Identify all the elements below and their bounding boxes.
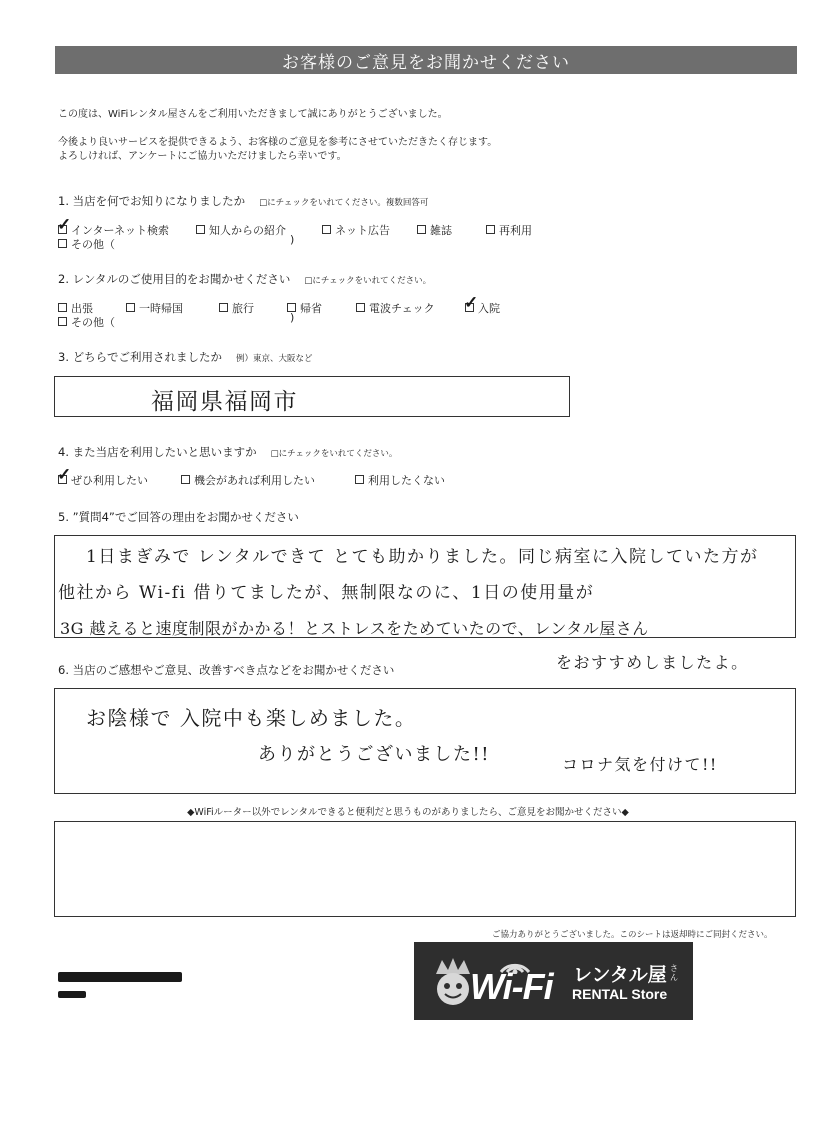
logo-sub-san: さん [670,964,678,982]
intro-line-2: 今後より良いサービスを提供できるよう、お客様のご意見を参考にさせていただきたく存じます。 [58,137,498,148]
footer-thanks: ご協力ありがとうございました。このシートは返却時にご同封ください。 [492,930,773,940]
q1-option-label: ネット広告 [335,223,390,237]
q4-checkbox-if-chance[interactable] [181,475,190,484]
q4-note: □にチェックをいれてください。 [270,449,398,459]
q6-answer-line-2: ありがとうございました!! [258,744,490,765]
q4-checkbox-definitely[interactable] [57,465,72,485]
q1-option-label: インターネット検索 [71,223,170,237]
q1-option-friend[interactable] [196,222,286,238]
q5-label: 5. ”質問4”でご回答の理由をお聞かせください [58,510,299,524]
q2-option-hospital[interactable] [464,293,500,316]
logo-main: Wi-Fi [470,966,553,1007]
q6-answer-line-1: お陰様で 入院中も楽しめました。 [86,706,417,730]
q2-option-label: 帰省 [300,301,322,315]
q1-other-label: その他（ [71,237,115,251]
q2-checkbox-travel[interactable] [219,303,228,312]
q1-option-reuse[interactable] [486,222,532,238]
brand-logo [414,942,693,1020]
q2-option-label: 一時帰国 [139,301,183,315]
q1-checkbox-reuse[interactable] [486,225,495,234]
q4-option-definitely[interactable] [57,465,148,488]
q1-option-label: 雑誌 [430,223,452,237]
logo-sub-en: RENTAL Store [572,986,668,1002]
q1-other-close: ) [290,233,295,246]
redacted-name-2 [58,991,86,998]
check-mark-icon: ✓ [57,215,72,235]
q2-checkbox-other[interactable] [58,317,67,326]
q4-option-if-chance[interactable] [181,472,315,488]
q1-checkbox-net-ad[interactable] [322,225,331,234]
q1-checkbox-friend[interactable] [196,225,205,234]
q4-option-label: ぜひ利用したい [71,473,148,487]
q3-answer-box[interactable] [54,376,570,417]
q2-option-label: 出張 [71,301,93,315]
q2-option-other[interactable] [58,314,115,330]
q7-label: ◆WiFiルーター以外でレンタルできると便利だと思うものがありましたら、ご意見をお聞かせください◆ [187,807,629,818]
q6-label: 6. 当店のご感想やご意見、改善すべき点などをお聞かせください [58,663,395,677]
intro-line-1: この度は、WiFiレンタル屋さんをご利用いただきまして誠にありがとうございました。 [58,109,448,120]
q2-label [58,271,431,287]
q2-option-signal-check[interactable] [356,300,435,316]
q4-label [58,444,397,460]
q2-option-label: 旅行 [232,301,254,315]
q2-option-label: 入院 [478,301,500,315]
page-title [55,46,797,74]
q3-label [58,349,313,365]
intro-line-3: よろしければ、アンケートにご協力いただけましたら幸いです。 [58,151,347,162]
q1-label-text: 1. 当店を何でお知りになりましたか [58,194,246,208]
q4-checkbox-no[interactable] [355,475,364,484]
q2-option-return-home[interactable] [126,300,183,316]
q3-label-text: 3. どちらでご利用されましたか [58,350,223,364]
q1-option-net-ad[interactable] [322,222,390,238]
q2-checkbox-signal-check[interactable] [356,303,365,312]
q1-label [58,193,428,209]
q4-label-text: 4. また当店を利用したいと思いますか [58,445,257,459]
q1-note: □にチェックをいれてください。複数回答可 [259,198,429,208]
q6-answer-line-3: コロナ気を付けて!! [562,755,718,774]
q1-checkbox-magazine[interactable] [417,225,426,234]
redacted-name [58,972,182,982]
logo-sub-jp: レンタル屋 [573,964,667,986]
q3-answer: 福岡県福岡市 [151,389,298,415]
q1-option-label: 再利用 [499,223,532,237]
check-mark-icon: ✓ [464,293,479,313]
check-mark-icon: ✓ [57,465,72,485]
q2-checkbox-return-home[interactable] [126,303,135,312]
q3-note: 例）東京、大阪など [236,354,313,364]
q1-checkbox-other[interactable] [58,239,67,248]
q2-note: □にチェックをいれてください。 [304,276,432,286]
q1-option-magazine[interactable] [417,222,452,238]
q7-answer-box[interactable] [54,821,796,917]
q2-label-text: 2. レンタルのご使用目的をお聞かせください [58,272,291,286]
q2-checkbox-hospital[interactable] [464,293,479,313]
q4-option-label: 機会があれば利用したい [194,473,315,487]
page-title-text: お客様のご意見をお聞かせください [282,52,570,73]
q1-option-other[interactable] [58,236,115,252]
q2-other-label: その他（ [71,315,115,329]
q4-option-no[interactable] [355,472,445,488]
q5-answer-line-1: 1日まぎみで レンタルできて とても助かりました。同じ病室に入院していた方が [86,547,759,567]
q5-answer-line-4: をおすすめしましたよ。 [556,653,749,672]
q5-answer-line-3: 3G 越えると速度制限がかかる！とストレスをためていたので、レンタル屋さん [60,619,649,638]
q1-option-label: 知人からの紹介 [209,223,286,237]
q4-option-label: 利用したくない [368,473,445,487]
q2-option-label: 電波チェック [369,301,435,315]
q5-answer-line-2: 他社から Wi-fi 借りてましたが、無制限なのに、1日の使用量が [58,583,595,603]
q2-option-travel[interactable] [219,300,254,316]
q2-other-close: ) [290,311,295,324]
